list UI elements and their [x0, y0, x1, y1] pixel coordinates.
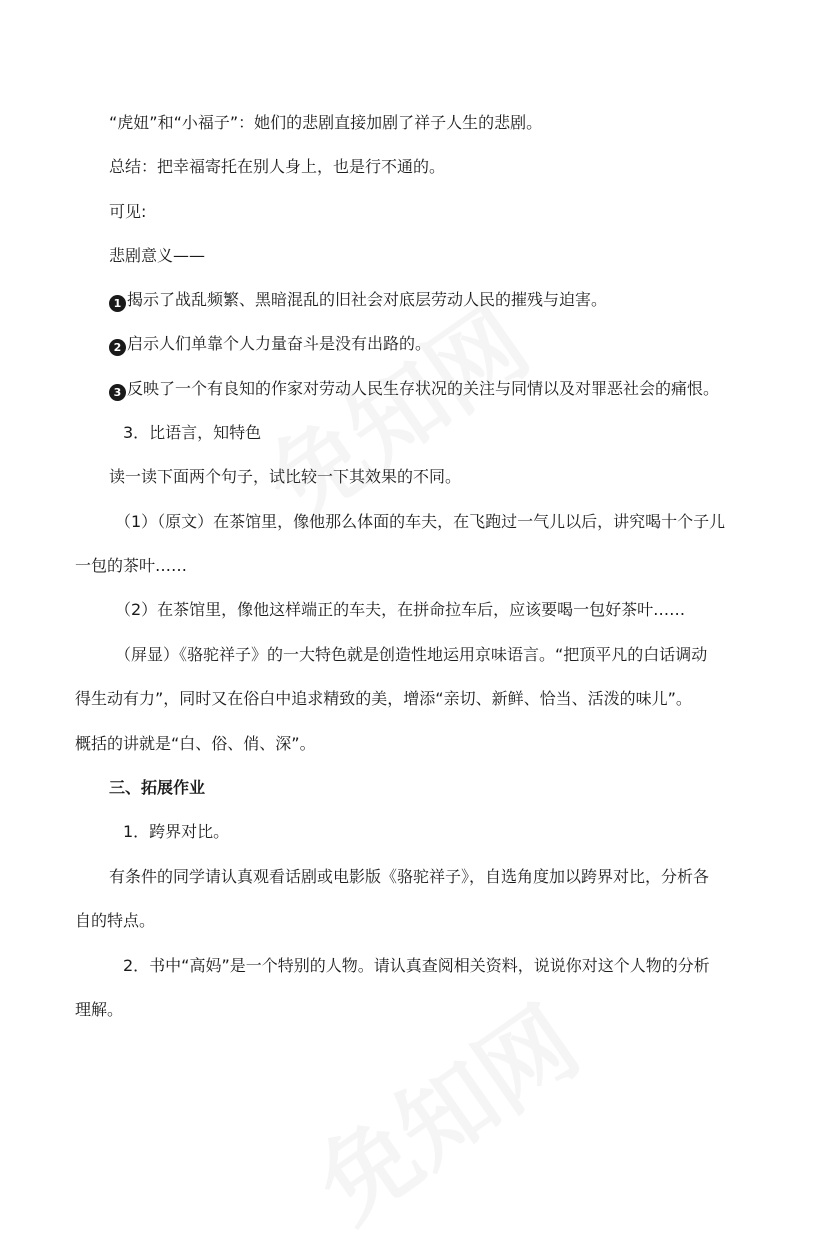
paragraph-screen-line-1: （屏显）《骆驼祥子》的一大特色就是创造性地运用京味语言。“把顶平凡的白话调动: [115, 645, 708, 664]
paragraph-kejian: 可见:: [109, 202, 147, 221]
task-1-heading: 1．跨界对比。: [123, 822, 230, 841]
section-heading-homework: 三、拓展作业: [109, 778, 206, 797]
task-1-line-1: 有条件的同学请认真观看话剧或电影版《骆驼祥子》，自选角度加以跨界对比，分析各: [109, 867, 710, 886]
bullet-text-2: 启示人们单靠个人力量奋斗是没有出路的。: [127, 334, 432, 353]
bullet-item-3: [109, 378, 719, 401]
paragraph-tragedy-meaning: 悲剧意义——: [109, 246, 206, 265]
subheading-language: 3．比语言，知特色: [123, 423, 262, 442]
bullet-text-1: 揭示了战乱频繁、黑暗混乱的旧社会对底层劳动人民的摧残与迫害。: [127, 290, 608, 309]
paragraph-screen-line-2: 得生动有力”，同时又在俗白中追求精致的美，增添“亲切、新鲜、恰当、活泼的味儿”。: [75, 689, 692, 708]
number-circle-2-icon: 2: [109, 339, 126, 356]
paragraph-instructions: 读一读下面两个句子，试比较一下其效果的不同。: [109, 467, 462, 486]
paragraph-screen-line-3: 概括的讲就是“白、俗、俏、深”。: [75, 734, 316, 753]
task-1-line-2: 自的特点。: [75, 911, 156, 930]
number-circle-1-icon: 1: [109, 295, 126, 312]
bullet-text-3: 反映了一个有良知的作家对劳动人民生存状况的关注与同情以及对罪恶社会的痛恨。: [127, 379, 720, 398]
task-2-line-1: 2．书中“高妈”是一个特别的人物。请认真查阅相关资料，说说你对这个人物的分析: [123, 956, 710, 975]
sentence-2: （2）在茶馆里，像他这样端正的车夫，在拼命拉车后，应该要喝一包好茶叶……: [115, 600, 686, 619]
bullet-item-1: [109, 289, 607, 312]
paragraph-summary: 总结：把幸福寄托在别人身上，也是行不通的。: [109, 157, 446, 176]
watermark-bottom: [287, 970, 601, 1247]
task-2-line-2: 理解。: [75, 1000, 124, 1019]
sentence-1-line-1: （1）（原文）在茶馆里，像他那么体面的车夫，在飞跑过一气儿以后，讲究喝十个子儿: [115, 512, 726, 531]
number-circle-3-icon: 3: [109, 384, 126, 401]
bullet-item-2: [109, 333, 431, 356]
paragraph-huniu: “虎妞”和“小福子”：她们的悲剧直接加剧了祥子人生的悲剧。: [109, 113, 543, 132]
sentence-1-line-2: 一包的茶叶……: [75, 556, 188, 575]
